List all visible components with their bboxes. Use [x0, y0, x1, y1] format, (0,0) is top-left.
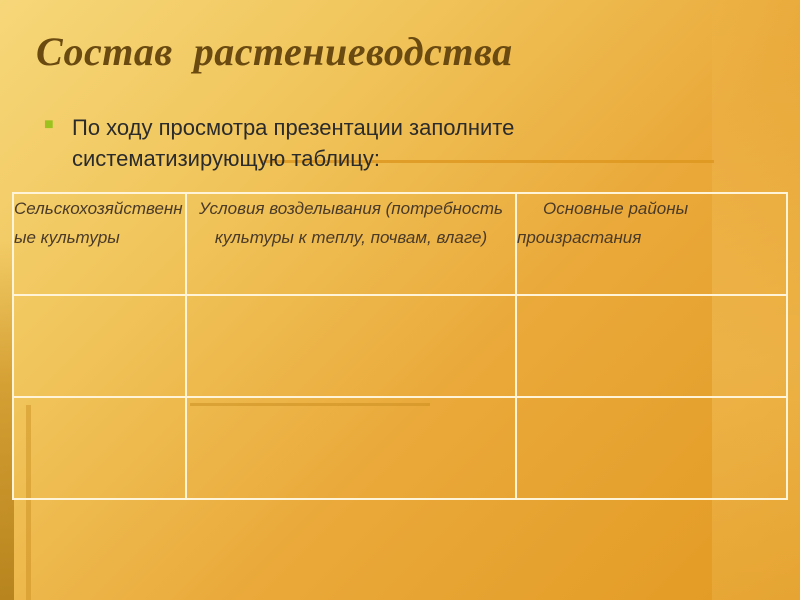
table-header-cell-regions: Основные районы произрастания — [516, 193, 787, 295]
bullet-text: По ходу просмотра презентации заполните систематизирующую таблицу: — [72, 115, 515, 171]
systematizing-table — [12, 192, 788, 500]
table-header-cell-conditions: Условия возделывания (потребность культуры к теплу, почвам, влаге) — [186, 193, 516, 295]
table-header-cell-crops: Сельскохозяйственные культуры — [13, 193, 186, 295]
table-row — [13, 295, 787, 397]
table-cell — [186, 397, 516, 499]
table-header-row — [13, 193, 787, 295]
slide-title: Состав растениеводства — [36, 29, 513, 74]
table-row — [13, 397, 787, 499]
table-cell — [13, 295, 186, 397]
table-cell — [516, 397, 787, 499]
table-cell — [516, 295, 787, 397]
table-cell — [13, 397, 186, 499]
table-cell — [186, 295, 516, 397]
bullet-marker-icon: ■ — [44, 116, 54, 133]
